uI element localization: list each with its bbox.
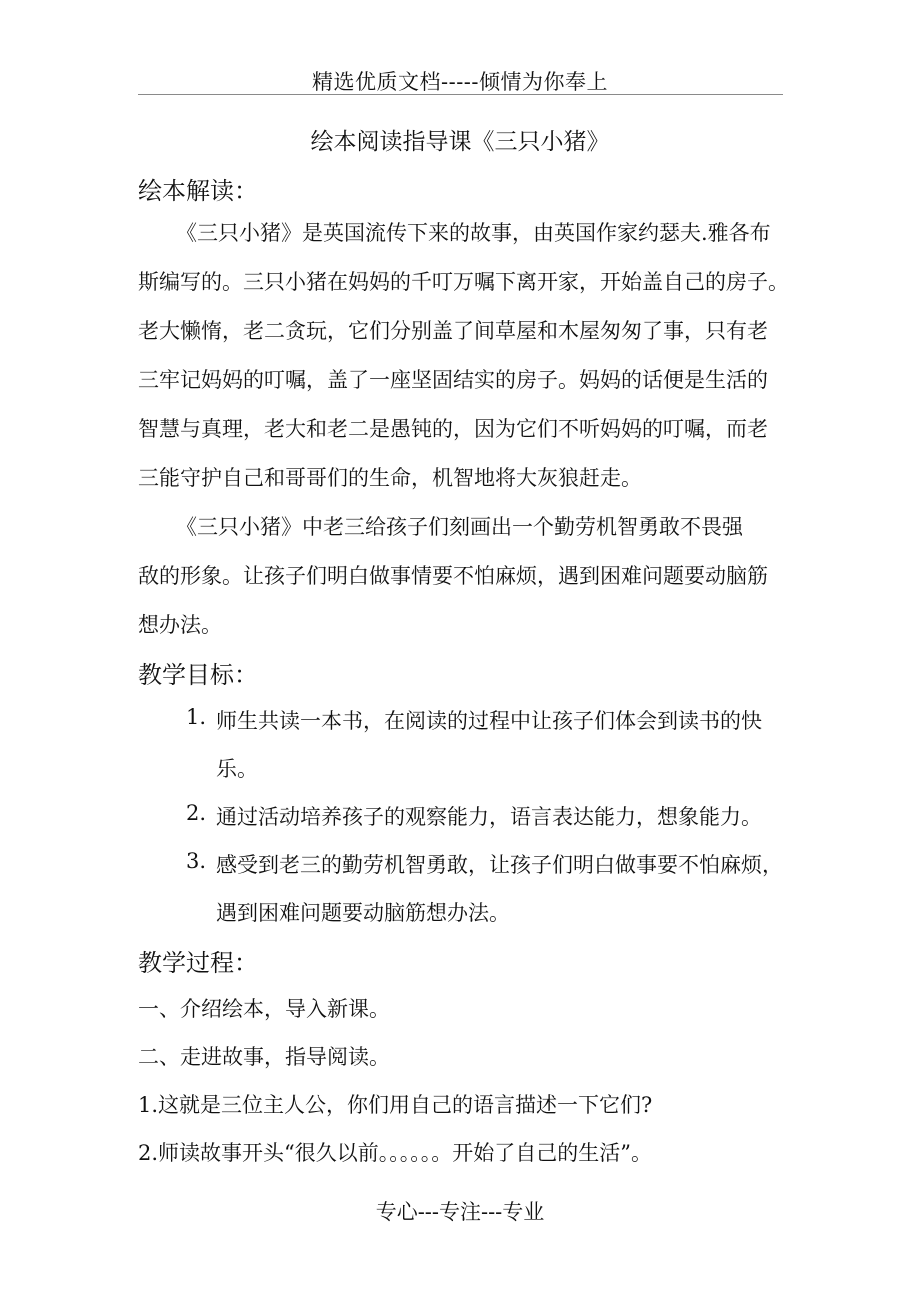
- header-rule: [138, 94, 783, 95]
- page-header: 精选优质文档-----倾情为你奉上: [312, 70, 608, 94]
- paragraph1-line: 《三只小猪》是英国流传下来的故事，由英国作家约瑟夫.雅各布: [176, 221, 771, 245]
- process-line: 1.这就是三位主人公，你们用自己的语言描述一下它们?: [138, 1093, 653, 1117]
- goal-number: 2.: [186, 801, 207, 825]
- page-footer: 专心---专注---专业: [375, 1200, 545, 1224]
- goal-text: 感受到老三的勤劳机智勇敢，让孩子们明白做事要不怕麻烦，: [216, 853, 783, 877]
- process-heading: 教学过程：: [138, 949, 258, 977]
- interpretation-heading: 绘本解读：: [138, 177, 258, 205]
- paragraph1-line: 三能守护自己和哥哥们的生命，机智地将大灰狼赶走。: [138, 466, 642, 490]
- goal-number: 1.: [186, 705, 207, 729]
- process-line: 一、介绍绘本，导入新课。: [138, 997, 390, 1021]
- document-title: 绘本阅读指导课《三只小猪》: [310, 129, 610, 155]
- goals-heading: 教学目标：: [138, 661, 258, 689]
- goal-text: 乐。: [216, 757, 258, 781]
- process-line: 二、走进故事，指导阅读。: [138, 1045, 390, 1069]
- goal-text: 遇到困难问题要动脑筋想办法。: [216, 901, 510, 925]
- paragraph2-line: 想办法。: [138, 613, 222, 637]
- paragraph1-line: 老大懒惰，老二贪玩，它们分别盖了间草屋和木屋匆匆了事，只有老: [138, 319, 768, 343]
- goal-text: 通过活动培养孩子的观察能力，语言表达能力，想象能力。: [216, 805, 762, 829]
- paragraph1-line: 三牢记妈妈的叮嘱，盖了一座坚固结实的房子。妈妈的话便是生活的: [138, 368, 768, 392]
- goal-text: 师生共读一本书，在阅读的过程中让孩子们体会到读书的快: [216, 709, 762, 733]
- paragraph2-line: 敌的形象。让孩子们明白做事情要不怕麻烦，遇到困难问题要动脑筋: [138, 564, 768, 588]
- paragraph1-line: 智慧与真理，老大和老二是愚钝的，因为它们不听妈妈的叮嘱，而老: [138, 417, 768, 441]
- paragraph2-line: 《三只小猪》中老三给孩子们刻画出一个勤劳机智勇敢不畏强: [176, 515, 743, 539]
- paragraph1-line: 斯编写的。三只小猪在妈妈的千叮万嘱下离开家，开始盖自己的房子。: [138, 270, 789, 294]
- process-line: 2.师读故事开头“很久以前。。。。。。开始了自己的生活”。: [138, 1141, 653, 1165]
- goal-number: 3.: [186, 849, 207, 873]
